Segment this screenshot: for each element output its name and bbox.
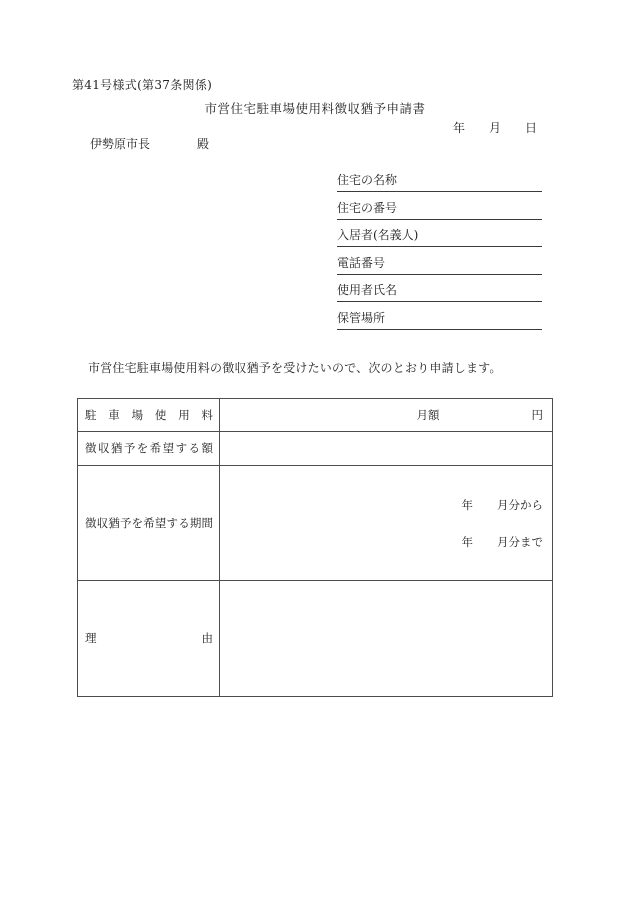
form-number: 第41号様式(第37条関係) (72, 78, 213, 92)
field-user-name (337, 282, 542, 302)
field-user-name-label: 使用者氏名 (337, 283, 398, 297)
reason-label: 理由 (85, 631, 213, 646)
deferment-period-value-cell (220, 466, 553, 581)
field-storage-location (337, 310, 542, 330)
date-line (453, 119, 537, 136)
table-row-deferment-amount (78, 432, 553, 466)
addressee-honorific: 殿 (197, 137, 210, 151)
field-housing-number-label: 住宅の番号 (337, 201, 398, 215)
field-storage-location-label: 保管場所 (337, 311, 386, 325)
period-to-year-label: 年 (461, 534, 473, 549)
table-row-deferment-period (78, 466, 553, 581)
deferment-period-label: 徴収猶予を希望する期間 (85, 515, 213, 530)
field-housing-name (337, 172, 542, 192)
parking-fee-label: 駐車場使用料 (85, 407, 213, 422)
period-to-line (462, 534, 544, 550)
reason-label-cell (78, 581, 220, 697)
period-from-suffix: 月分から (497, 497, 543, 512)
deferment-amount-value-cell (220, 432, 553, 466)
application-statement: 市営住宅駐車場使用料の徴収猶予を受けたいので、次のとおり申請します。 (88, 361, 502, 375)
parking-fee-value-cell (220, 399, 553, 432)
deferment-amount-label: 徴収猶予を希望する額 (85, 441, 213, 456)
period-to-suffix: 月分まで (497, 534, 543, 549)
date-month-label: 月 (488, 121, 501, 135)
field-resident-name (337, 227, 542, 247)
field-housing-name-label: 住宅の名称 (337, 173, 398, 187)
yen-unit-label: 円 (531, 408, 543, 422)
parking-fee-label-cell (78, 399, 220, 432)
period-from-line (462, 497, 544, 513)
date-year-label: 年 (453, 121, 466, 135)
table-row-reason (78, 581, 553, 697)
page-title: 市営住宅駐車場使用料徴収猶予申請書 (204, 101, 426, 116)
field-phone-number-label: 電話番号 (337, 256, 386, 270)
table-row-parking-fee (78, 399, 553, 432)
deferment-amount-label-cell (78, 432, 220, 466)
monthly-amount-label: 月額 (416, 408, 440, 422)
addressee-name: 伊勢原市長 (90, 137, 151, 151)
field-phone-number (337, 255, 542, 275)
application-table (77, 398, 553, 697)
period-from-year-label: 年 (461, 497, 473, 512)
deferment-period-label-cell (78, 466, 220, 581)
reason-value-cell (220, 581, 553, 697)
field-resident-name-label: 入居者(名義人) (337, 228, 419, 242)
date-day-label: 日 (524, 121, 537, 135)
field-housing-number (337, 200, 542, 220)
